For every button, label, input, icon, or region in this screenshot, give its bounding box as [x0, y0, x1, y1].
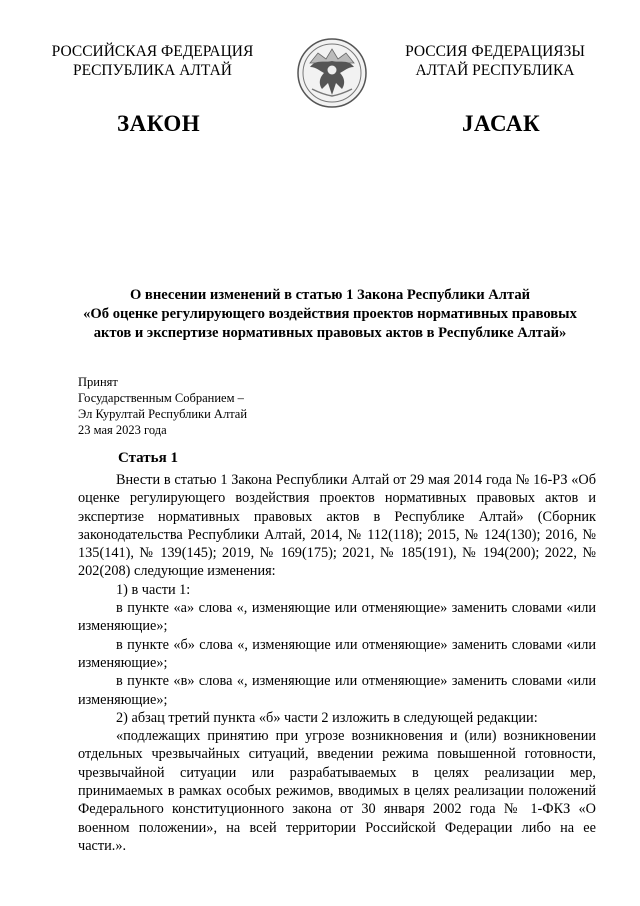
article-paragraph: в пункте «в» слова «, изменяющие или отменяющие» заменить словами «или изменяющие»;	[78, 673, 596, 708]
header-right	[390, 42, 600, 80]
adopted-line3: Эл Курултай Республики Алтай	[78, 407, 248, 421]
law-title-alt: JАСАК	[462, 111, 541, 136]
article-body	[78, 471, 596, 855]
article-paragraph: в пункте «а» слова «, изменяющие или отменяющие» заменить словами «или изменяющие»;	[78, 600, 596, 635]
header-right-line2: АЛТАЙ РЕСПУБЛИКА	[415, 62, 575, 79]
adopted-date: 23 мая 2023 года	[78, 423, 167, 437]
law-title-ru: ЗАКОН	[117, 111, 201, 136]
document-title-line3: актов и экспертизе нормативных правовых актов в Республике Алтай»	[93, 325, 567, 341]
document-title	[60, 286, 600, 343]
header-right-line1: РОССИЯ ФЕДЕРАЦИЯЗЫ	[405, 43, 585, 60]
article-paragraph: 2) абзац третий пункта «б» части 2 изложить в следующей редакции:	[116, 709, 538, 726]
document-title-line2: «Об оценке регулирующего воздействия проектов нормативных правовых	[83, 306, 577, 322]
header-left-line1: РОССИЙСКАЯ ФЕДЕРАЦИЯ	[51, 43, 254, 60]
article-paragraph: «подлежащих принятию при угрозе возникновения и (или) возникновении отдельных чрезвычайных ситуаций, введении режима повышенной готовности, чрезвычайной ситуации или разрабатываемых в целях реализации мер, принимаемых в рамках особых режимов, вводимых в целях реализации положений Федерального конституционного закона от 30 января 2002 года № 1-ФКЗ «О военном положении», на всей территории Российской Федерации либо на ее части.».	[78, 728, 596, 854]
adopted-line1: Принят	[78, 375, 118, 389]
adoption-block	[78, 374, 247, 438]
article-heading: Статья 1	[118, 450, 178, 466]
header-left-line2: РЕСПУБЛИКА АЛТАЙ	[72, 62, 232, 79]
article-paragraph: в пункте «б» слова «, изменяющие или отменяющие» заменить словами «или изменяющие»;	[78, 636, 596, 671]
header-left	[40, 42, 265, 80]
adopted-line2: Государственным Собранием –	[78, 391, 244, 405]
document-title-line1: О внесении изменений в статью 1 Закона Республики Алтай	[129, 287, 531, 303]
coat-of-arms-icon	[296, 37, 368, 109]
article-paragraph: 1) в части 1:	[116, 581, 191, 598]
article-paragraph: Внести в статью 1 Закона Республики Алтай от 29 мая 2014 года № 16-РЗ «Об оценке регулирующего воздействия проектов нормативных правовых актов и экспертизе нормативных правовых актов в Республике Алтай» (Сборник законодательства Республики Алтай, 2014, № 112(118); 2015, № 124(130); 2016, № 135(141), № 139(145); 2019, № 169(175); 2021, № 185(191), № 194(200); 2022, № 202(208) следующие изменения:	[78, 472, 596, 580]
